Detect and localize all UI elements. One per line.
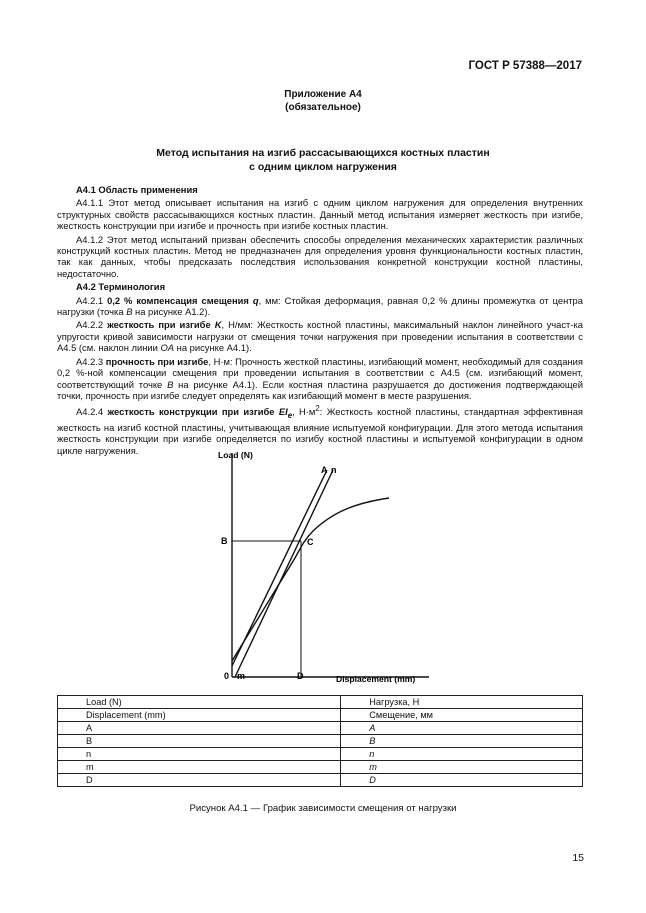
term-text-end: на рисунке А4.1). Если костная пластина разрушается до достижения подтверждающей точки, прочность при изгибе следует определять как изгибающий момент в месте разрушения. <box>57 378 583 401</box>
term-0-2-offset <box>57 295 583 318</box>
term-number: А4.2.2 <box>76 319 108 331</box>
section-title-line1: Метод испытания на изгиб рассасывающихся костных пластин <box>156 147 490 159</box>
appendix-title: Приложение А4 <box>284 89 362 100</box>
table-cell-en: n <box>58 748 341 761</box>
s42-title: А4.2 Терминология <box>76 281 166 293</box>
s41-p2: А4.1.2 Этот метод испытаний призван обеспечить способы определения механических характеристик различных конструкций костных пластин. Метод не предназначен для определения уровня функциональности костных пластин, так как данных, чтобы предсказать последствия использования конкретной конструкции костной пластины, недостаточно. <box>57 233 583 279</box>
table-cell-ru: Смещение, мм <box>341 709 583 722</box>
term-text: , Н/мм: Жесткость костной пластины, максимальный наклон линейного участ-ка упругости кривой зависимости нагрузки от смещения точки нагружения при проведении испытания в соответствии с А4.5 (см. наклон линии <box>57 319 583 354</box>
table-cell-en: D <box>58 774 341 787</box>
table-cell-ru: m <box>341 761 583 774</box>
section-title-line2: с одним циклом нагружения <box>249 160 397 173</box>
label-origin: 0 <box>224 671 230 681</box>
table-cell-en: Load (N) <box>58 696 341 709</box>
term-name: жесткость конструкции при изгибе <box>107 406 279 418</box>
load-displacement-chart <box>215 448 430 688</box>
table-cell-ru: A <box>341 722 583 735</box>
standard-header: ГОСТ Р 57388—2017 <box>468 60 582 72</box>
label-n: n <box>331 465 337 475</box>
load-curve <box>232 498 389 661</box>
s41-p1: А4.1.1 Этот метод описывает испытания на изгиб с одним циклом нагружения для определения внутренних структурных свойств рассасывающихся костных пластин. Данный метод испытания измеряет жесткость при изгибе, жесткость конструкции при изгибе и прочность при изгибе костных пластин. <box>57 197 583 232</box>
table-row <box>58 748 583 761</box>
s41-title: А4.1 Область применения <box>76 184 198 195</box>
label-c: C <box>307 537 314 547</box>
term-superscript: 2 <box>315 404 320 414</box>
table-cell-en: Displacement (mm) <box>58 709 341 722</box>
page-number: 15 <box>572 852 584 864</box>
table-row <box>58 735 583 748</box>
figure-caption: Рисунок А4.1 — График зависимости смещения от нагрузки <box>189 803 457 814</box>
term-line: OA <box>160 342 175 354</box>
table-cell-ru: Нагрузка, Н <box>341 696 583 709</box>
body-text <box>57 184 583 458</box>
term-number: А4.2.4 <box>76 406 108 418</box>
term-bending-strength <box>57 356 583 402</box>
legend-table <box>57 695 583 787</box>
table-cell-en: B <box>58 735 341 748</box>
label-b: B <box>221 536 228 546</box>
table-cell-ru: n <box>341 748 583 761</box>
term-symbol: q <box>252 294 259 306</box>
label-a: A <box>321 465 328 475</box>
x-axis-label: Displacement (mm) <box>336 674 416 684</box>
table-row <box>58 761 583 774</box>
term-symbol: EI <box>278 406 288 418</box>
term-number: А4.2.3 <box>76 355 106 367</box>
term-number: А4.2.1 <box>76 294 108 306</box>
appendix-heading <box>0 88 646 114</box>
table-row <box>58 722 583 735</box>
term-point: B <box>126 306 133 318</box>
term-text: : Жесткость костной пластины, стандартная эффективная жесткость на изгиб костной пластины, учитывающая влияние испытуемой конфигурации. Для этого метода испытания жесткость конструкции при изгибе определяется по изгибу костной пластины и испытуемой конфигурации в одном цикле нагружения. <box>57 406 583 456</box>
term-text-end: на рисунке А4.1). <box>174 342 252 354</box>
term-name: 0,2 % компенсация смещения <box>107 294 249 306</box>
term-symbol: K <box>214 319 222 331</box>
table-cell-ru: B <box>341 735 583 748</box>
term-subscript: e <box>287 411 293 421</box>
line-mn <box>235 470 333 677</box>
term-text: , мм: Стойкая деформация, равная 0,2 % длины промежутка от центра нагрузки (точка <box>57 294 583 318</box>
term-text-end: на рисунке А1.2). <box>132 306 211 318</box>
term-point: B <box>167 378 174 390</box>
appendix-status: (обязательное) <box>285 102 361 113</box>
section-title <box>0 147 646 174</box>
table-cell-ru: D <box>341 774 583 787</box>
table-row <box>58 774 583 787</box>
term-text: , Н·м: Прочность жесткой пластины, изгибающий момент, необходимый для создания 0,2 %-ной компенсации смещения при проведении испытания в соответствии с А4.5 (см. изгибающий момент, соответствующий точке <box>57 355 583 390</box>
table-cell-en: m <box>58 761 341 774</box>
y-axis-label: Load (N) <box>218 450 253 460</box>
table-cell-en: A <box>58 722 341 735</box>
term-name: прочность при изгибе <box>105 355 209 367</box>
term-bending-stiffness <box>57 319 583 353</box>
label-d: D <box>297 671 304 681</box>
term-name: жесткость при изгибе <box>107 319 215 331</box>
table-row <box>58 709 583 722</box>
label-m: m <box>237 671 246 681</box>
table-row <box>58 696 583 709</box>
term-unit: , Н·м <box>292 406 316 418</box>
